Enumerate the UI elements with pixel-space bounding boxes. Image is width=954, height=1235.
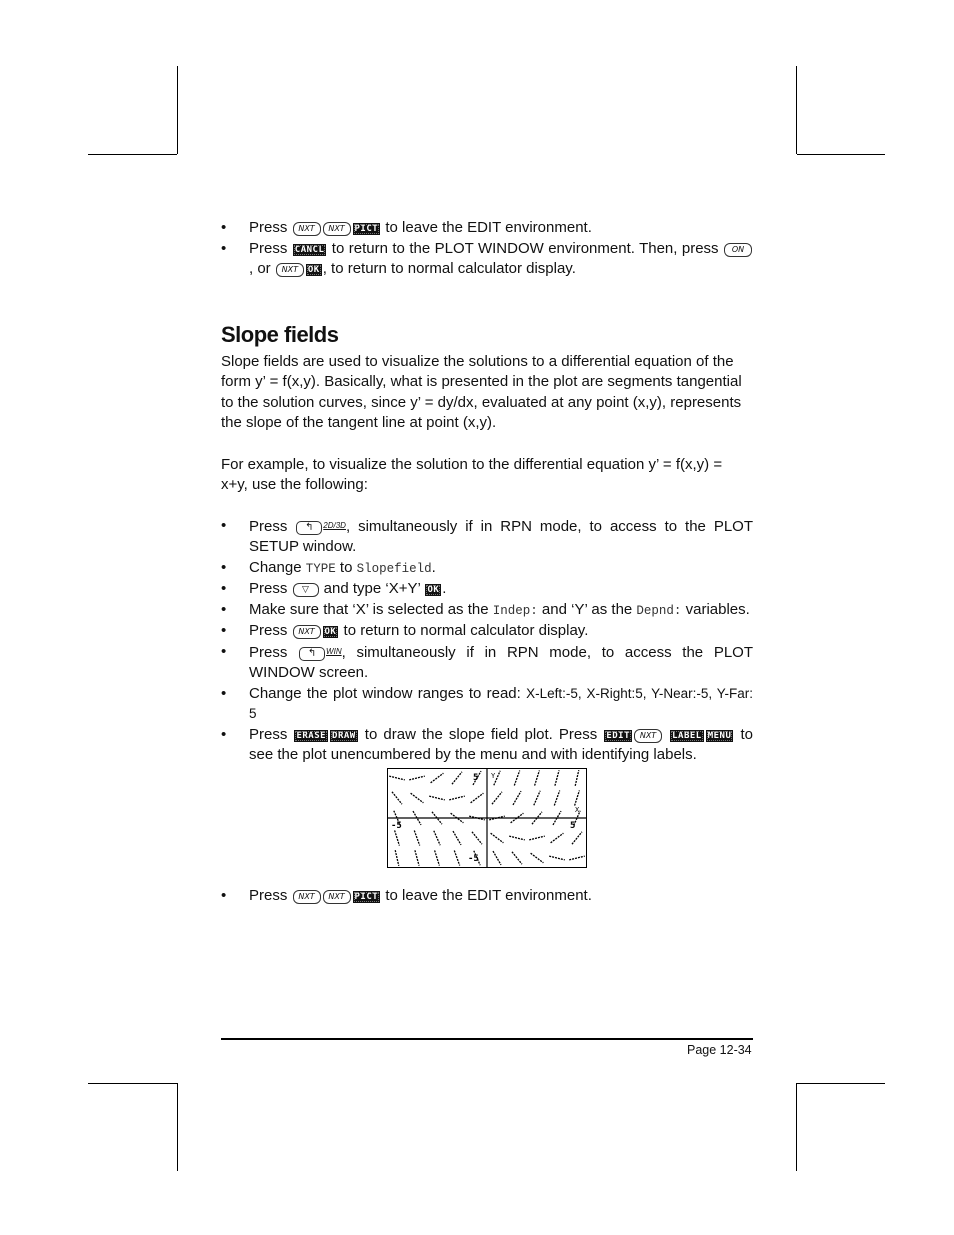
win-key-label: WIN: [326, 646, 342, 656]
bullet-text: to return to normal calculator display.: [339, 622, 589, 639]
nxt-key: NXT: [323, 890, 351, 904]
menu-softkey: MENU: [707, 730, 732, 741]
label-softkey: LABEL: [672, 730, 702, 741]
pict-softkey: PICT: [354, 224, 379, 234]
left-shift-key: ↰: [299, 647, 325, 661]
footer-rule: [221, 1038, 753, 1040]
bullet-text: variables.: [681, 600, 750, 618]
nxt-key: NXT: [634, 729, 662, 743]
tick-label-x-right: 5: [570, 820, 576, 831]
section-title: Slope fields: [221, 321, 339, 347]
edit-softkey: EDIT: [606, 730, 631, 741]
example-paragraph: For example, to visualize the solution to the differential equation y’ = f(x,y) = x+y, use the following:: [221, 455, 723, 493]
bullet-text: to leave the EDIT environment.: [381, 886, 592, 904]
ranges-text: X-Left:-5, X-Right:5, Y-Near:-5, Y-Far: 5: [249, 685, 753, 721]
bullet-text: , to return to normal calculator display.: [322, 260, 576, 277]
steps-list: [221, 516, 753, 868]
list-item: [221, 516, 753, 558]
nxt-key: NXT: [293, 890, 321, 904]
ok-softkey: OK: [427, 585, 440, 595]
top-bullet-list: [221, 218, 753, 280]
code-text: TYPE: [305, 561, 336, 576]
bullet-text: Change: [249, 558, 306, 576]
list-item: [221, 218, 753, 239]
crop-mark: [796, 1083, 797, 1171]
code-text: Depnd:: [636, 603, 682, 618]
list-item: [221, 558, 753, 580]
bullet-text: Press: [249, 580, 288, 597]
ok-softkey: OK: [307, 265, 320, 275]
bullet-text: Press: [249, 517, 288, 535]
crop-mark: [177, 1083, 178, 1171]
list-item: [221, 886, 753, 907]
bullet-text: to: [335, 558, 357, 576]
bullet-text: Change the plot window ranges to read:: [249, 684, 527, 702]
nxt-key: NXT: [293, 222, 321, 236]
bullet-text: Press: [249, 622, 288, 639]
tick-label-x-left: -5: [391, 820, 402, 831]
bullet-text: Press: [249, 886, 288, 904]
axis-var-x: X: [575, 805, 580, 814]
list-item: [221, 621, 753, 642]
bullet-text: .: [442, 580, 447, 597]
bullet-text: , simultaneously if in RPN mode, to access to the PLOT SETUP window.: [249, 517, 753, 555]
bullet-text: to see the plot unencumbered by the menu and with identifying labels.: [249, 725, 753, 763]
final-bullet-list: [221, 886, 753, 907]
page-number: Page 12-34: [687, 1043, 752, 1057]
bullet-text: Press: [249, 643, 288, 661]
draw-softkey: DRAW: [332, 730, 356, 741]
tick-label-y-bottom: -5: [468, 853, 479, 864]
bullet-text: Make sure that ‘X’ is selected as the: [249, 600, 493, 618]
bullet-text: to return to the PLOT WINDOW environment. Then, press: [327, 239, 723, 257]
bullet-text: Press: [249, 239, 288, 257]
tick-label-y-top: 5: [473, 772, 479, 783]
list-item: [221, 684, 753, 725]
2d3d-key-label: 2D/3D: [323, 520, 346, 530]
nxt-key: NXT: [276, 263, 304, 277]
code-text: Indep:: [492, 603, 538, 618]
slope-field-screen: [387, 768, 587, 868]
nxt-key: NXT: [323, 222, 351, 236]
code-text: Slopefield: [356, 561, 432, 576]
bullet-text: and type ‘X+Y’: [319, 580, 425, 597]
bullet-text: .: [431, 558, 436, 576]
list-item: [221, 642, 753, 684]
crop-mark: [88, 154, 177, 155]
list-item: [221, 725, 753, 868]
axis-var-y: Y: [491, 771, 496, 780]
crop-mark: [88, 1083, 177, 1084]
page-content: [221, 218, 753, 906]
bullet-text: Press: [249, 219, 288, 236]
nxt-key: NXT: [293, 625, 321, 639]
bullet-text: to draw the slope field plot. Press: [358, 725, 604, 743]
list-item: [221, 579, 753, 600]
list-item: [221, 239, 753, 280]
bullet-text: , or: [249, 260, 275, 277]
bullet-text: to leave the EDIT environment.: [381, 219, 592, 236]
bullet-text: , simultaneously if in RPN mode, to access the PLOT WINDOW screen.: [249, 643, 753, 681]
erase-softkey: ERASE: [296, 730, 327, 741]
bullet-text: Press: [249, 725, 294, 743]
crop-mark: [797, 154, 885, 155]
down-arrow-key: ▽: [293, 583, 319, 597]
pict-softkey: PICT: [354, 891, 379, 902]
slope-field-plot: [387, 768, 587, 868]
intro-paragraph: Slope fields are used to visualize the solutions to a differential equation of the form y’ = f(x,y). Basically, what is presented in the plot are segments tangential to the solution curves, since y’ = dy/dx, evaluated at any point (x,y), represents the slope of the tangent line at point (x,y).: [221, 352, 742, 431]
cancel-softkey: CANCL: [294, 244, 325, 255]
bullet-text: and ‘Y’ as the: [537, 600, 637, 618]
crop-mark: [796, 66, 797, 154]
crop-mark: [177, 66, 178, 154]
left-shift-key: ↰: [296, 521, 322, 535]
crop-mark: [796, 1083, 885, 1084]
list-item: [221, 600, 753, 622]
ok-softkey: OK: [324, 627, 337, 637]
on-key: ON: [724, 243, 752, 257]
